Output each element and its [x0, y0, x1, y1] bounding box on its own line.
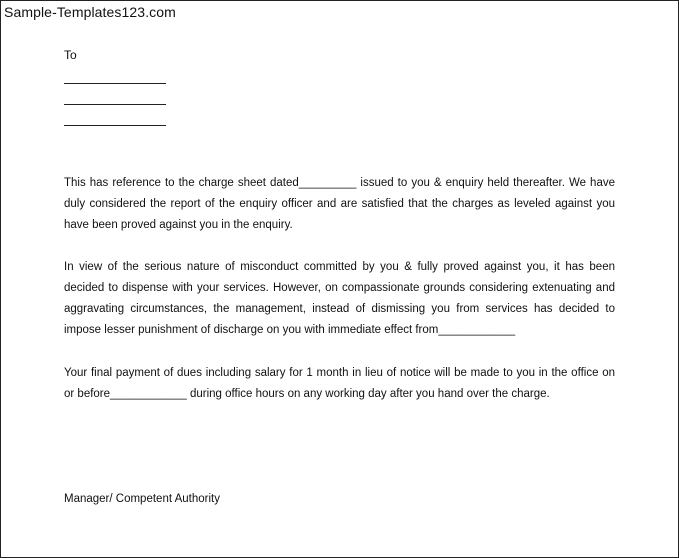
address-line-2 [64, 104, 166, 105]
address-line-1 [64, 83, 166, 84]
signoff: Manager/ Competent Authority [64, 493, 220, 505]
address-line-3 [64, 125, 166, 126]
paragraph-discharge: In view of the serious nature of misconduct committed by you & fully proved against you, it has been decided to dispense with your services. However, on compassionate grounds considering extenuating and aggravating circumstances, the management, instead of dismissing you from services has decided to impose lesser punishment of discharge on you with immediate effect from____________ [64, 261, 615, 336]
site-watermark: Sample-Templates123.com [4, 4, 176, 20]
paragraph-final-payment: Your final payment of dues including salary for 1 month in lieu of notice will be made to you in the office on or before____________ during office hours on any working day after you hand over the charge. [64, 367, 615, 400]
to-label: To [64, 48, 77, 62]
paragraph-charge-sheet: This has reference to the charge sheet dated_________ issued to you & enquiry held thereafter. We have duly considered the report of the enquiry officer and are satisfied that the charges as leveled against you have been proved against you in the enquiry. [64, 177, 615, 231]
